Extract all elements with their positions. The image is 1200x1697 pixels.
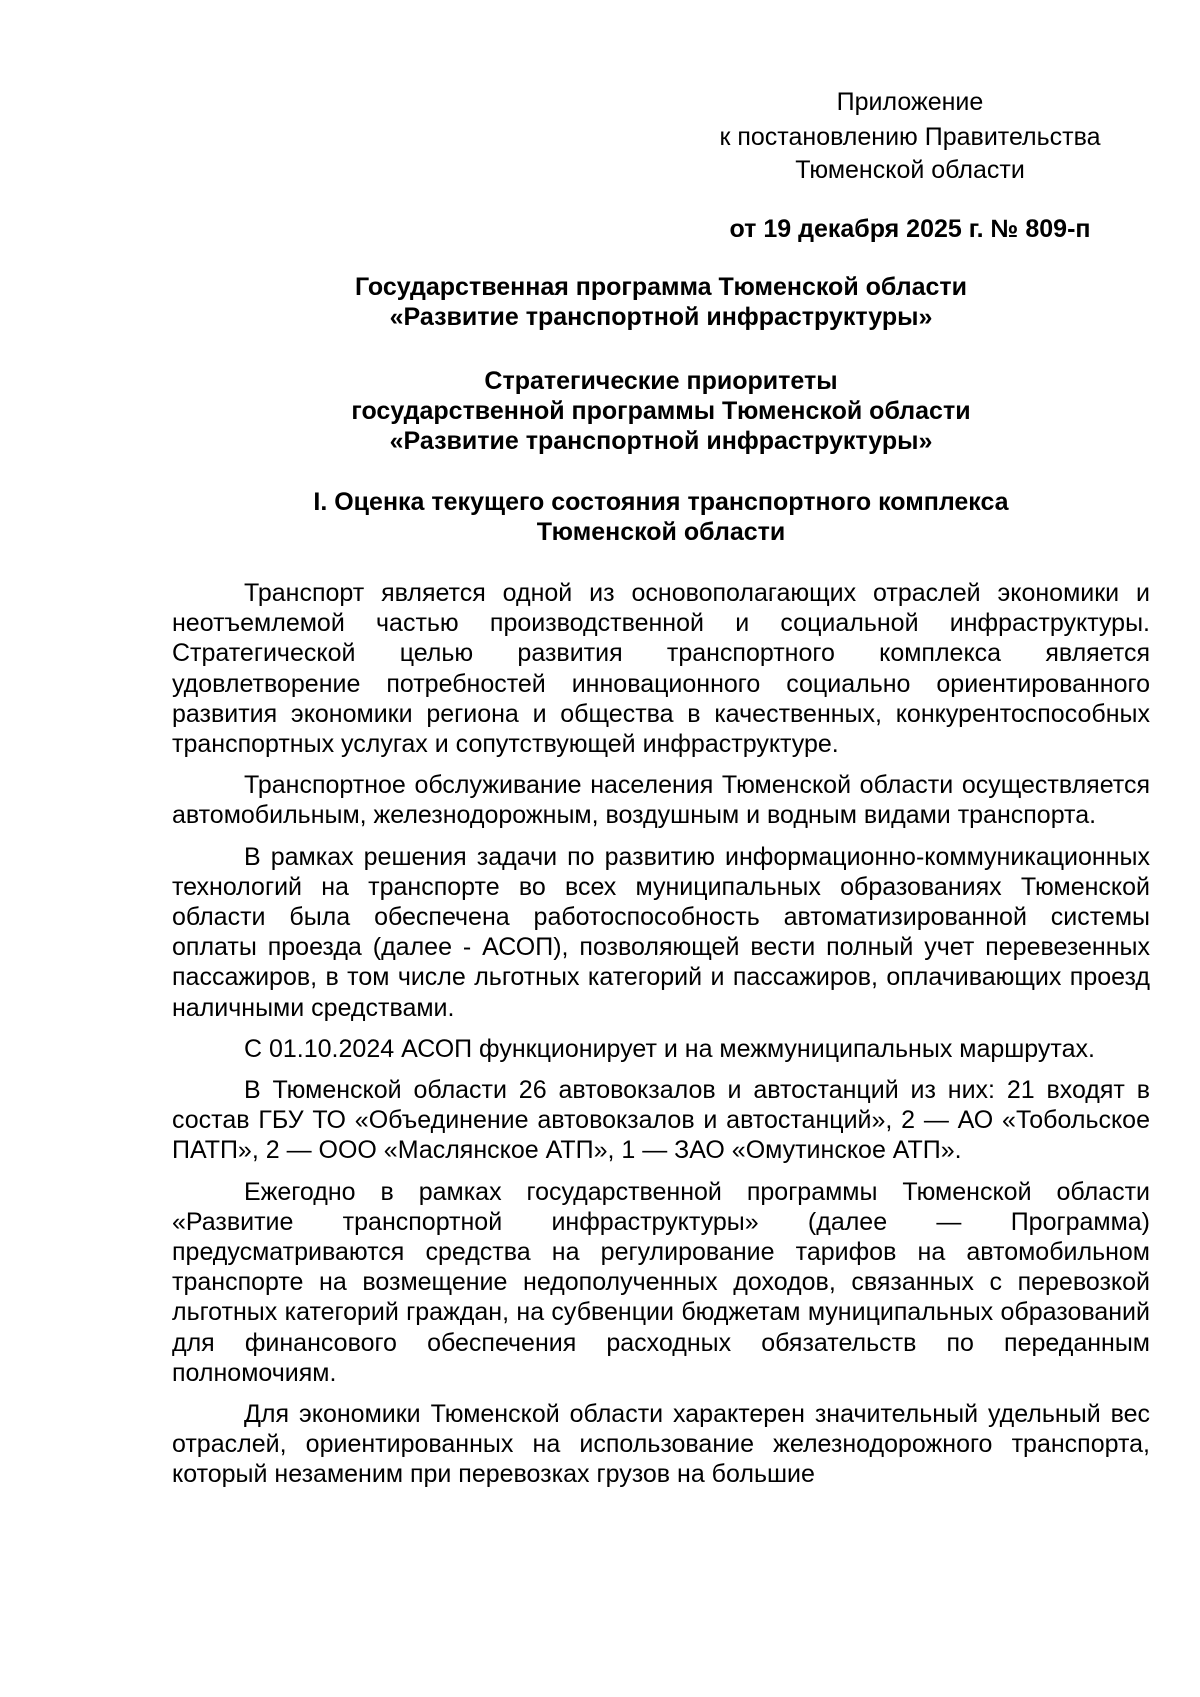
body-paragraph: Для экономики Тюменской области характерен значительный удельный вес отраслей, ориентированных на использование железнодорожного транспорта, который незаменим при перевозках грузов на большие <box>172 1400 1150 1489</box>
priorities-title-line: «Развитие транспортной инфраструктуры» <box>389 427 933 455</box>
appendix-date-number: от 19 декабря 2025 г. № 809-п <box>729 215 1091 243</box>
body-paragraph: Транспорт является одной из основополагающих отраслей экономики и неотъемлемой частью производственной и социальной инфраструктуры. Стратегической целью развития транспортного комплекса является удовлетворение потребностей инновационного социально ориентированного развития экономики региона и общества в качественных, конкурентоспособных транспортных услугах и сопутствующей инфраструктуре. <box>172 579 1150 759</box>
appendix-reference-line: к постановлению Правительства <box>719 123 1101 151</box>
document-body <box>172 578 1150 1501</box>
appendix-title: Приложение <box>836 88 984 116</box>
section-title <box>172 487 1150 547</box>
section-title-line: Тюменской области <box>536 518 786 546</box>
priorities-title-line: Стратегические приоритеты <box>484 367 838 395</box>
program-title <box>172 272 1150 332</box>
body-paragraph: В Тюменской области 26 автовокзалов и автостанций из них: 21 входят в состав ГБУ ТО «Объединение автовокзалов и автостанций», 2 — АО «Тобольское ПАТП», 2 — ООО «Маслянское АТП», 1 — ЗАО «Омутинское АТП». <box>172 1076 1150 1165</box>
body-paragraph: Ежегодно в рамках государственной программы Тюменской области «Развитие транспортной инфраструктуры» (далее — Программа) предусматриваются средства на регулирование тарифов на автомобильном транспорте на возмещение недополученных доходов, связанных с перевозкой льготных категорий граждан, на субвенции бюджетам муниципальных образований для финансового обеспечения расходных обязательств по переданным полномочиям. <box>172 1177 1150 1387</box>
section-title-line: I. Оценка текущего состояния транспортного комплекса <box>313 488 1009 516</box>
appendix-region-line: Тюменской области <box>795 156 1025 184</box>
program-title-line: «Развитие транспортной инфраструктуры» <box>389 303 933 331</box>
body-paragraph: В рамках решения задачи по развитию информационно-коммуникационных технологий на транспорте во всех муниципальных образованиях Тюменской области была обеспечена работоспособность автоматизированной системы оплаты проезда (далее - АСОП), позволяющей вести полный учет перевезенных пассажиров, в том числе льготных категорий и пассажиров, оплачивающих проезд наличными средствами. <box>172 842 1150 1022</box>
body-paragraph: Транспортное обслуживание населения Тюменской области осуществляется автомобильным, железнодорожным, воздушным и водным видами транспорта. <box>172 771 1150 830</box>
priorities-title-line: государственной программы Тюменской области <box>351 397 971 425</box>
body-paragraph: С 01.10.2024 АСОП функционирует и на межмуниципальных маршрутах. <box>244 1034 1095 1063</box>
appendix-header <box>700 86 1120 246</box>
program-title-line: Государственная программа Тюменской области <box>354 273 968 301</box>
priorities-title <box>172 366 1150 456</box>
